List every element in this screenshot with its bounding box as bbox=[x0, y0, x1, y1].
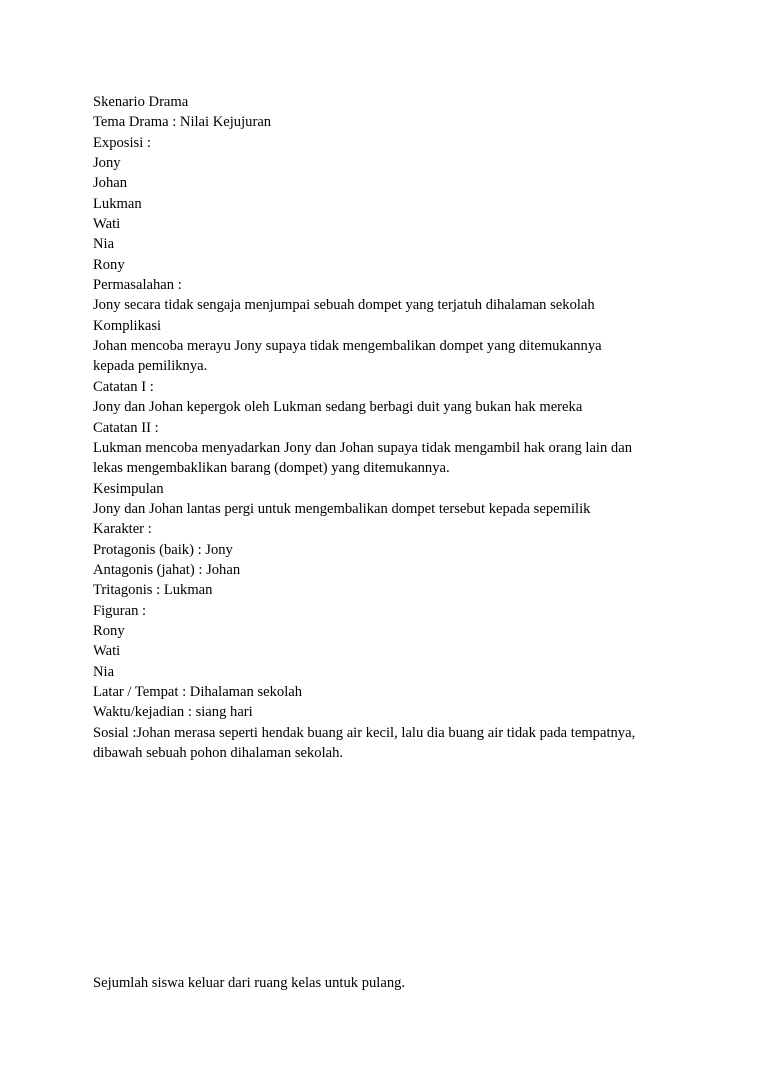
text-line: Jony secara tidak sengaja menjumpai sebuah dompet yang terjatuh dihalaman sekolah bbox=[93, 297, 595, 314]
section-exposisi: Exposisi : bbox=[93, 134, 151, 151]
section-karakter: Karakter : bbox=[93, 521, 152, 538]
text-line: Jony dan Johan kepergok oleh Lukman sedang berbagi duit yang bukan hak mereka bbox=[93, 399, 583, 416]
section-komplikasi: Komplikasi bbox=[93, 317, 162, 334]
section-permasalahan: Permasalahan : bbox=[93, 277, 182, 294]
text-line: lekas mengembaklikan barang (dompet) yang ditemukannya. bbox=[93, 460, 450, 477]
section-catatan-2: Catatan II : bbox=[93, 419, 159, 436]
text-line: kepada pemiliknya. bbox=[93, 358, 208, 375]
text-line: Nia bbox=[93, 663, 115, 680]
text-line: Jony dan Johan lantas pergi untuk mengembalikan dompet tersebut kepada sepemilik bbox=[93, 500, 591, 517]
text-line: Wati bbox=[93, 643, 121, 660]
text-line: Protagonis (baik) : Jony bbox=[93, 541, 233, 558]
text-line: Rony bbox=[93, 622, 125, 639]
text-line: dibawah sebuah pohon dihalaman sekolah. bbox=[93, 745, 344, 761]
section-sosial: Sosial :Johan merasa seperti hendak buang air kecil, lalu dia buang air tidak pada tempatnya, bbox=[93, 724, 636, 741]
section-waktu: Waktu/kejadian : siang hari bbox=[93, 704, 253, 721]
section-catatan-1: Catatan I : bbox=[93, 378, 154, 395]
section-figuran: Figuran : bbox=[93, 602, 147, 619]
text-line: Tritagonis : Lukman bbox=[93, 582, 213, 599]
scene-opening-line: Sejumlah siswa keluar dari ruang kelas untuk pulang. bbox=[93, 975, 406, 991]
text-line: Johan bbox=[93, 175, 128, 192]
text-line: Johan mencoba merayu Jony supaya tidak mengembalikan dompet yang ditemukannya bbox=[93, 338, 602, 355]
text-line: Lukman mencoba menyadarkan Jony dan Johan supaya tidak mengambil hak orang lain dan bbox=[93, 439, 632, 456]
text-line: Jony bbox=[93, 155, 121, 172]
text-line: Lukman bbox=[93, 195, 142, 212]
doc-title: Skenario Drama bbox=[93, 94, 189, 110]
section-latar: Latar / Tempat : Dihalaman sekolah bbox=[93, 683, 303, 700]
doc-theme: Tema Drama : Nilai Kejujuran bbox=[93, 114, 272, 131]
text-line: Antagonis (jahat) : Johan bbox=[93, 561, 241, 578]
text-line: Nia bbox=[93, 236, 115, 253]
text-line: Wati bbox=[93, 216, 121, 233]
section-kesimpulan: Kesimpulan bbox=[93, 480, 164, 497]
text-line: Rony bbox=[93, 256, 125, 273]
document-body bbox=[93, 92, 713, 763]
